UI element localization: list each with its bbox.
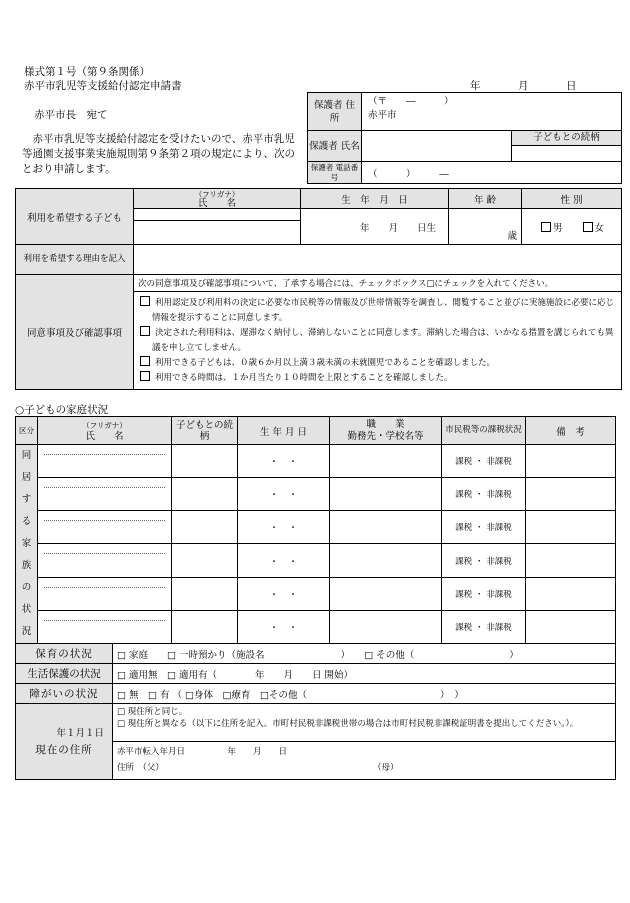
family-tax-field[interactable]: 課税 ・ 非課税 — [442, 577, 526, 610]
welfare-label: 生活保護の状況 — [16, 664, 113, 684]
disability-label: 障がいの状況 — [16, 684, 113, 704]
female-label: 女 — [594, 222, 605, 234]
mother-address-field[interactable]: （母） — [373, 763, 399, 773]
family-furigana-header: （フリガナ） — [82, 420, 127, 430]
family-job-field[interactable] — [330, 478, 442, 511]
relation-label: 子どもとの続柄 — [512, 131, 621, 146]
family-job-field[interactable] — [330, 577, 442, 610]
family-birth-header: 生 年 月 日 — [238, 417, 330, 445]
family-birth-field[interactable]: ・ ・ — [238, 544, 330, 577]
family-name-field[interactable] — [38, 478, 172, 511]
family-job-field[interactable] — [330, 445, 442, 478]
form-title: 赤平市乳児等支援給付認定申請書 — [24, 80, 182, 92]
address-city: 赤平市 — [368, 110, 397, 121]
child-sex-field[interactable] — [522, 209, 622, 245]
family-relation-field[interactable] — [172, 511, 238, 544]
guardian-name-label: 保護者 氏名 — [308, 131, 362, 162]
family-note-field[interactable] — [526, 511, 616, 544]
family-note-field[interactable] — [526, 577, 616, 610]
family-job-field[interactable] — [330, 511, 442, 544]
family-job-field[interactable] — [330, 544, 442, 577]
date-day: 日 — [566, 80, 577, 92]
family-note-field[interactable] — [526, 544, 616, 577]
guardian-phone-label: 保護者 電話番号 — [308, 162, 362, 184]
family-tax-field[interactable]: 課税 ・ 非課税 — [442, 610, 526, 643]
consent-checkbox-2[interactable] — [140, 326, 150, 336]
family-tax-field[interactable]: 課税 ・ 非課税 — [442, 511, 526, 544]
family-birth-field[interactable]: ・ ・ — [238, 577, 330, 610]
residence-option-different[interactable]: □ 現住所と異なる（以下に住所を記入。市町村民税非課税世帯の場合は市町村民税非課税証明書を提出してください。）。 — [117, 719, 579, 729]
family-relation-field[interactable] — [172, 577, 238, 610]
reason-field[interactable] — [134, 245, 622, 275]
kubun-header: 区分 — [16, 417, 38, 445]
childcare-field[interactable]: □ 家庭 □ 一時預かり（施設名 ） □ その他（ ） — [113, 644, 616, 664]
family-tax-field[interactable]: 課税 ・ 非課税 — [442, 544, 526, 577]
family-job-field[interactable] — [330, 610, 442, 643]
consent-item-1: 利用認定及び利用料の決定に必要な市民税等の情報及び世帯情報等を調査し、閲覧すること並びに実施施設に必要に応じ情報を提示することに同意します。 — [138, 296, 617, 326]
consent-item-3: 利用できる子どもは、０歳６か月以上満３歳未満の未就園児であることを確認しました。 — [138, 356, 617, 371]
moved-in-date-field[interactable]: 赤平市転入年月日 年 月 日 — [117, 747, 288, 757]
family-birth-field[interactable]: ・ ・ — [238, 478, 330, 511]
child-furigana-header: （フリガナ） — [194, 189, 240, 199]
residence-option-same[interactable]: □ 現住所と同じ。 — [117, 707, 188, 717]
consent-checkbox-1[interactable] — [140, 296, 150, 306]
family-relation-field[interactable] — [172, 478, 238, 511]
family-table — [15, 416, 616, 644]
family-note-field[interactable] — [526, 445, 616, 478]
family-name-field[interactable] — [38, 544, 172, 577]
postal-code-field[interactable]: （〒 ― ） — [368, 96, 454, 107]
family-name-field[interactable] — [38, 610, 172, 643]
consent-checkbox-3[interactable] — [140, 356, 150, 366]
family-tax-field[interactable]: 課税 ・ 非課税 — [442, 445, 526, 478]
female-checkbox[interactable] — [583, 222, 593, 232]
family-relation-field[interactable] — [172, 445, 238, 478]
disability-field[interactable]: □ 無 □ 有 （ □身体 □療育 □その他（ ） ） — [113, 684, 616, 704]
guardian-name-field[interactable] — [362, 131, 512, 162]
consent-checkbox-4[interactable] — [140, 371, 150, 381]
form-number: 様式第１号（第９条関係） — [24, 66, 150, 78]
child-name-field[interactable] — [134, 221, 301, 245]
child-age-field[interactable]: 歳 — [449, 209, 522, 245]
child-name-header: 氏 名 — [197, 197, 236, 209]
family-birth-field[interactable]: ・ ・ — [238, 445, 330, 478]
family-side-label: 同 居 す る 家 族 の 状 況 — [16, 445, 38, 644]
child-furigana-field[interactable] — [134, 209, 301, 221]
guardian-table — [307, 92, 622, 184]
consent-item-4: 利用できる時間は、１か月当たり１０時間を上限とすることを確認しました。 — [138, 371, 617, 386]
reason-label: 利用を希望する理由を記入 — [16, 245, 134, 275]
relation-field[interactable] — [512, 146, 621, 161]
family-name-header: 氏 名 — [85, 430, 124, 442]
family-name-field[interactable] — [38, 577, 172, 610]
family-section-title: ○子どもの家庭状況 — [15, 404, 109, 416]
family-note-field[interactable] — [526, 478, 616, 511]
family-name-field[interactable] — [38, 445, 172, 478]
male-label: 男 — [552, 222, 563, 234]
family-birth-field[interactable]: ・ ・ — [238, 610, 330, 643]
family-tax-field[interactable]: 課税 ・ 非課税 — [442, 478, 526, 511]
intro-text: 赤平市乳児等支援給付認定を受けたいので、赤平市乳児等通園支援事業実施規則第９条第２項の規定により、次のとおり申請します。 — [22, 133, 295, 175]
family-relation-field[interactable] — [172, 610, 238, 643]
date-month: 月 — [518, 80, 529, 92]
date-year: 年 — [470, 80, 481, 92]
child-sex-header: 性 別 — [522, 189, 622, 209]
consent-item-2: 決定された利用料は、遅滞なく納付し、滞納しないことに同意します。滞納した場合は、いかなる措置を講じられても異議を申し立てしません。 — [138, 326, 617, 356]
guardian-phone-field[interactable]: （ ） ― — [362, 162, 622, 184]
family-birth-field[interactable]: ・ ・ — [238, 511, 330, 544]
family-relation-header: 子どもとの続柄 — [172, 417, 238, 445]
child-table — [15, 188, 622, 390]
residence-label-address: 現在の住所 — [35, 743, 93, 756]
residence-label-date: 年１月１日 — [56, 727, 104, 739]
child-age-header: 年 齢 — [449, 189, 522, 209]
childcare-label: 保育の状況 — [16, 644, 113, 664]
consent-label: 同意事項及び確認事項 — [16, 275, 134, 390]
addressee: 赤平市長 宛て — [34, 109, 108, 121]
guardian-address-label: 保護者 住 所 — [308, 93, 362, 131]
family-job-header: 職 業 — [366, 418, 405, 430]
consent-intro: 次の同意事項及び確認事項について、了承する場合には、チェックボックス□にチェックを入れてください。 — [134, 275, 621, 292]
family-note-field[interactable] — [526, 610, 616, 643]
child-birth-field[interactable]: 年 月 日生 — [301, 209, 449, 245]
welfare-field[interactable]: □ 適用無 □ 適用有（ 年 月 日 開始） — [113, 664, 616, 684]
family-note-header: 備 考 — [526, 417, 616, 445]
family-relation-field[interactable] — [172, 544, 238, 577]
family-job-sub-header: 勤務先・学校名等 — [347, 430, 424, 442]
status-table — [15, 643, 616, 780]
child-birth-header: 生 年 月 日 — [301, 189, 449, 209]
father-address-field[interactable]: 住所 （父） — [117, 763, 164, 773]
child-label: 利用を希望する子ども — [16, 189, 134, 245]
male-checkbox[interactable] — [541, 222, 551, 232]
family-tax-header: 市民税等の課税状況 — [442, 417, 526, 445]
family-name-field[interactable] — [38, 511, 172, 544]
